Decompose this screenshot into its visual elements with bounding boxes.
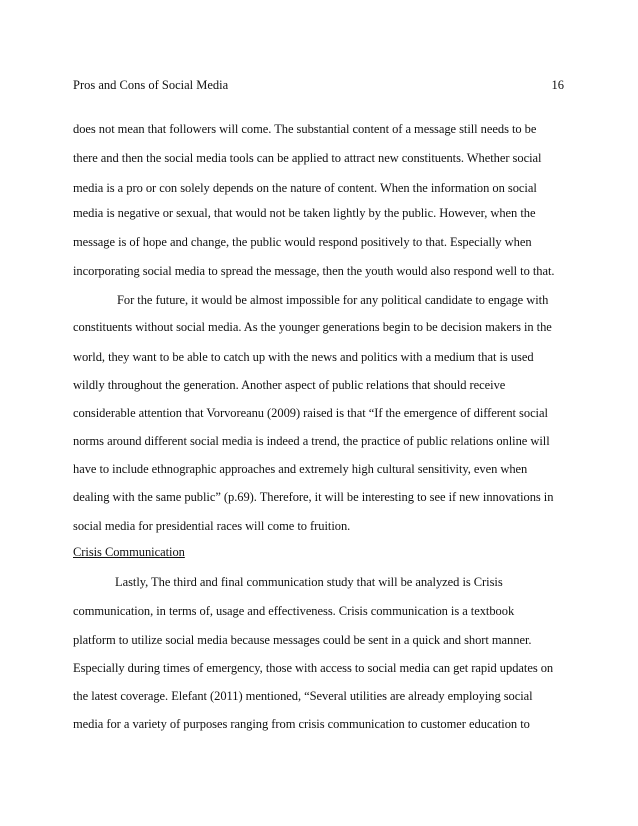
page-number: 16 (551, 78, 564, 92)
body-line: media for a variety of purposes ranging from crisis communication to customer education to (73, 717, 530, 731)
body-line: does not mean that followers will come. The substantial content of a message still needs to be (73, 122, 537, 136)
body-line: constituents without social media. As the younger generations begin to be decision makers in the (73, 320, 552, 334)
body-line: there and then the social media tools can be applied to attract new constituents. Whether social (73, 151, 542, 165)
body-line: media is a pro or con solely depends on the nature of content. When the information on social (73, 181, 537, 195)
body-line: incorporating social media to spread the message, then the youth would also respond well to that. (73, 264, 555, 278)
body-line: norms around different social media is indeed a trend, the practice of public relations online will (73, 434, 550, 448)
body-line: the latest coverage. Elefant (2011) mentioned, “Several utilities are already employing social (73, 689, 533, 703)
body-line: For the future, it would be almost impossible for any political candidate to engage with (117, 293, 549, 307)
section-heading: Crisis Communication (73, 545, 185, 559)
body-line: dealing with the same public” (p.69). Therefore, it will be interesting to see if new innovations in (73, 490, 554, 504)
body-line: wildly throughout the generation. Another aspect of public relations that should receive (73, 378, 506, 392)
body-line: Especially during times of emergency, those with access to social media can get rapid updates on (73, 661, 554, 675)
body-line: platform to utilize social media because messages could be sent in a quick and short manner. (73, 633, 532, 647)
body-line: communication, in terms of, usage and effectiveness. Crisis communication is a textbook (73, 604, 515, 618)
body-line: media is negative or sexual, that would not be taken lightly by the public. However, when the (73, 206, 536, 220)
body-line: social media for presidential races will come to fruition. (73, 519, 351, 533)
body-line: message is of hope and change, the public would respond positively to that. Especially when (73, 235, 532, 249)
body-line: considerable attention that Vorvoreanu (2009) raised is that “If the emergence of different social (73, 406, 548, 420)
running-head: Pros and Cons of Social Media (73, 78, 229, 92)
body-line: have to include ethnographic approaches and extremely high cultural sensitivity, even when (73, 462, 528, 476)
body-line: world, they want to be able to catch up with the news and politics with a medium that is used (73, 350, 534, 364)
body-line: Lastly, The third and final communication study that will be analyzed is Crisis (115, 575, 503, 589)
